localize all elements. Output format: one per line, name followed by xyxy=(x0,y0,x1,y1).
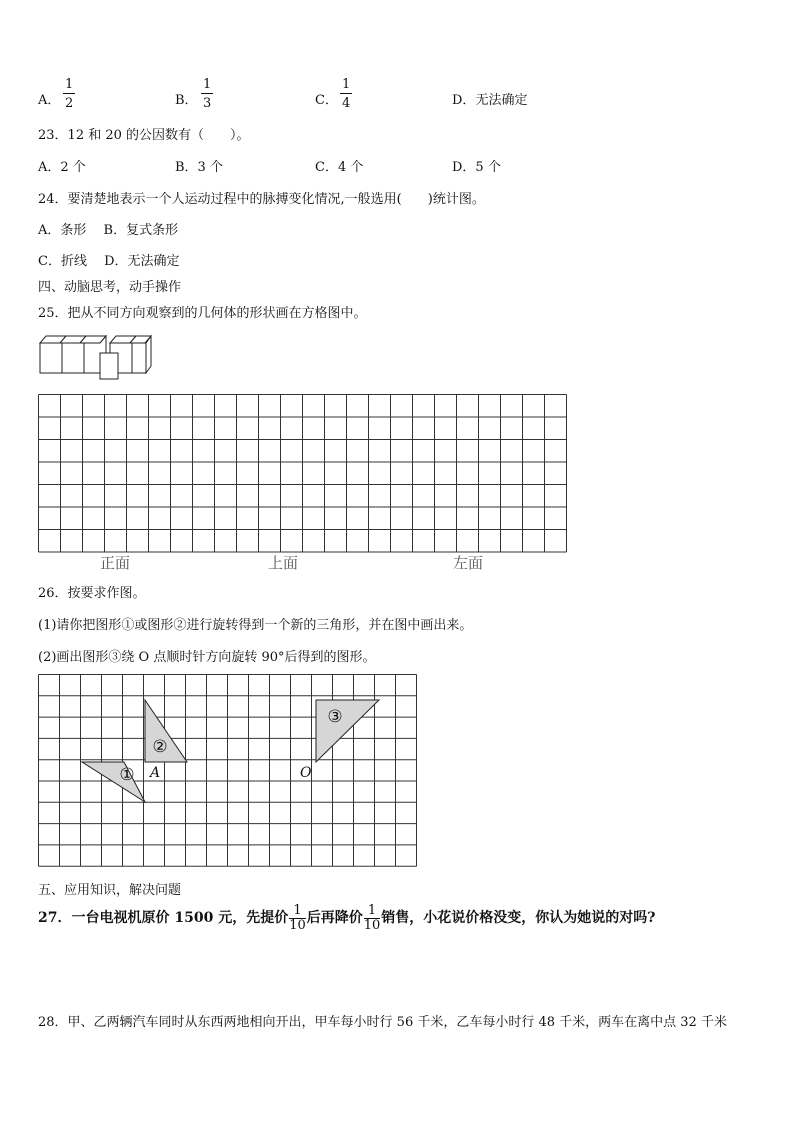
q22-option-b-fraction xyxy=(201,78,213,110)
q23-stem: 23．12 和 20 的公因数有（ ）。 xyxy=(38,128,250,143)
q22-option-b-label: B． xyxy=(175,93,198,108)
q22-option-c xyxy=(315,89,338,108)
cube-side-face xyxy=(146,336,151,373)
q27-fraction-2-denominator: 10 xyxy=(363,917,381,933)
q28-text: 28．甲、乙两辆汽车同时从东西两地相向开出，甲车每小时行 56 千米，乙车每小时行 48 千米，两车在离中点 32 千米 xyxy=(38,1015,727,1030)
q22-a-numerator: 1 xyxy=(65,77,74,92)
q24-stem: 24．要清楚地表示一个人运动过程中的脉搏变化情况,一般选用( )统计图。 xyxy=(38,192,485,207)
q22-option-d-text: 无法确定 xyxy=(475,93,528,108)
section4-title: 四、动脑思考，动手操作 xyxy=(38,280,182,295)
q23-option-b: B．3 个 xyxy=(175,160,223,175)
q22-option-b xyxy=(175,89,198,108)
q27-part3: 销售，小花说价格没变，你认为她说的对吗? xyxy=(381,910,656,927)
q22-a-denominator: 2 xyxy=(65,96,74,111)
q26-part2: (2)画出图形③绕 O 点顺时针方向旋转 90°后得到的图形。 xyxy=(38,650,376,665)
q27-fraction-2-numerator: 1 xyxy=(364,904,381,919)
cube-front-face xyxy=(40,343,62,373)
q22-c-denominator: 4 xyxy=(342,96,351,111)
triangle-3 xyxy=(316,700,379,762)
q27-fraction-2 xyxy=(364,904,381,932)
q22-option-a-label: A． xyxy=(38,93,61,108)
q22-option-a xyxy=(38,89,60,108)
q22-b-denominator: 3 xyxy=(203,96,212,111)
cube-front-face xyxy=(100,353,118,379)
rotation-grid[interactable] xyxy=(38,674,424,870)
q27-fraction-1-denominator: 10 xyxy=(289,917,306,933)
cube-figure xyxy=(36,331,154,381)
q24-options-row1: A．条形 B．复式条形 xyxy=(38,223,179,238)
view-drawing-grid[interactable] xyxy=(38,394,568,554)
cube-front-face xyxy=(132,343,146,373)
q22-option-d-label: D． xyxy=(452,93,476,108)
q22-option-d xyxy=(452,89,527,108)
view-label-front: 正面 xyxy=(100,554,131,572)
triangle-1 xyxy=(82,762,145,802)
q22-b-numerator: 1 xyxy=(203,77,212,92)
q22-option-a-fraction xyxy=(63,78,75,110)
section5-title: 五、应用知识，解决问题 xyxy=(38,883,182,898)
q27-part1: 27．一台电视机原价 1500 元，先提价 xyxy=(38,910,289,927)
cube-front-face xyxy=(62,343,84,373)
triangle-1-label: ① xyxy=(119,765,135,785)
q25-stem: 25．把从不同方向观察到的几何体的形状画在方格图中。 xyxy=(38,306,367,321)
view-label-left: 左面 xyxy=(453,554,484,572)
point-o-label: O xyxy=(300,765,312,781)
q27-fraction-1 xyxy=(289,904,306,932)
q27-question xyxy=(38,904,656,932)
q23-option-a: A．2 个 xyxy=(38,160,86,175)
q22-option-c-fraction xyxy=(340,78,352,110)
q23-option-d: D．5 个 xyxy=(452,160,501,175)
q27-part2: 后再降价 xyxy=(306,910,363,927)
q26-stem: 26．按要求作图。 xyxy=(38,586,146,601)
q23-option-c: C．4 个 xyxy=(315,160,364,175)
q24-options-row2: C．折线 D．无法确定 xyxy=(38,254,180,269)
q22-option-c-label: C． xyxy=(315,93,338,108)
q26-part1: (1)请你把图形①或图形②进行旋转得到一个新的三角形，并在图中画出来。 xyxy=(38,618,473,633)
point-a-label: A xyxy=(150,765,161,781)
triangle-3-label: ③ xyxy=(327,707,343,727)
q27-fraction-1-numerator: 1 xyxy=(289,904,306,919)
triangle-2-label: ② xyxy=(152,737,168,757)
view-label-top: 上面 xyxy=(268,554,299,572)
q22-c-numerator: 1 xyxy=(342,77,351,92)
